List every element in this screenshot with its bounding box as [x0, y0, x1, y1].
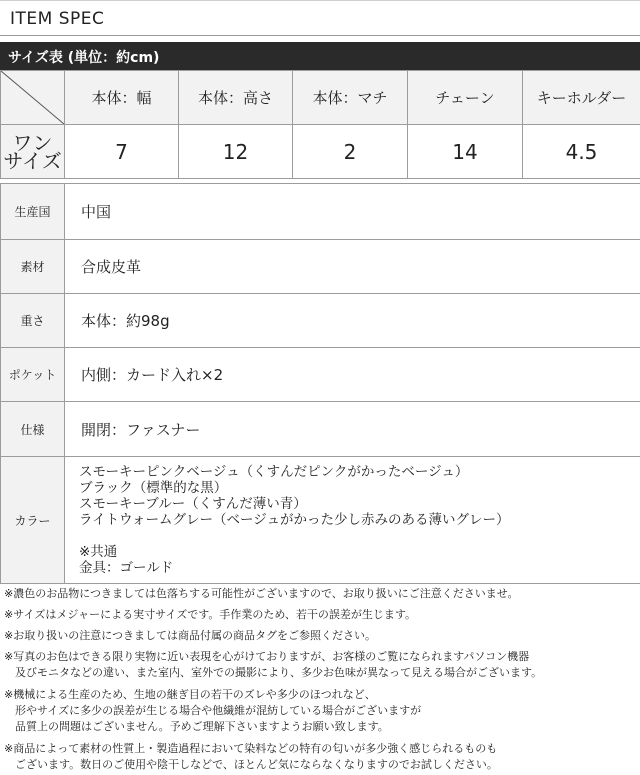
color-spacer: [79, 528, 640, 544]
note-line: ※商品によって素材の性質上・製造過程において染料などの特有の匂いが多少強く感じられるものも: [4, 742, 498, 755]
size-column-keyholder: キーホルダー: [523, 71, 640, 125]
size-table-corner-cell: [1, 71, 65, 125]
item-spec-header: [0, 0, 640, 36]
size-table-title: サイズ表 (単位：約cm): [8, 50, 160, 66]
material-value: 合成皮革: [65, 240, 640, 294]
closure-label: 仕様: [1, 402, 65, 457]
size-table-title-bar: [0, 42, 640, 70]
size-value-keyholder: 4.5: [523, 125, 640, 179]
color-value: [65, 457, 640, 584]
one-size-label: ワン サイズ: [1, 125, 65, 179]
spec-row-color: [1, 457, 640, 584]
size-column-height: 本体：高さ: [179, 71, 293, 125]
note-line: ※サイズはメジャーによる実寸サイズです。手作業のため、若干の誤差が生じます。: [4, 608, 417, 621]
spec-row-weight: [1, 294, 640, 348]
color-label: カラー: [1, 457, 65, 584]
note-line: ※お取り扱いの注意につきましては商品付属の商品タグをご参照ください。: [4, 629, 376, 642]
origin-label: 生産国: [1, 184, 65, 240]
color-item: スモーキーピンクベージュ（くすんだピンクがかったベージュ）: [79, 464, 469, 480]
common-note-label: ※共通: [79, 544, 118, 560]
weight-label: 重さ: [1, 294, 65, 348]
diagonal-line-icon: [1, 71, 64, 124]
material-label: 素材: [1, 240, 65, 294]
spec-row-pocket: [1, 348, 640, 402]
size-column-width: 本体：幅: [65, 71, 179, 125]
size-table-header-row: [1, 71, 640, 125]
color-item: スモーキーブルー（くすんだ薄い青）: [79, 496, 307, 512]
note-line: 及びモニタなどの違い、また室内、室外での撮影により、多少お色味が異なって見える場合がございます。: [4, 666, 543, 679]
note-line: ※機械による生産のため、生地の継ぎ目の若干のズレや多少のほつれなど、: [4, 688, 376, 701]
size-value-width: 7: [65, 125, 179, 179]
size-value-depth: 2: [293, 125, 408, 179]
note-line: 形やサイズに多少の誤差が生じる場合や他繊維が混紡している場合がございますが: [4, 704, 422, 717]
note-line: ※写真のお色はできる限り実物に近い表現を心がけておりますが、お客様のご覧になられますパソコン機器: [4, 650, 530, 663]
spec-row-material: [1, 240, 640, 294]
pocket-label: ポケット: [1, 348, 65, 402]
color-item: ライトウォームグレー（ベージュがかった少し赤みのある薄いグレー）: [79, 512, 510, 528]
size-column-depth: 本体：マチ: [293, 71, 408, 125]
spec-row-closure: [1, 402, 640, 457]
size-table: [0, 70, 640, 179]
note-line: ございます。数日のご使用や陰干しなどで、ほとんど気にならなくなりますのでお試しください。: [4, 758, 498, 771]
size-column-chain: チェーン: [408, 71, 523, 125]
weight-value: 本体：約98g: [65, 294, 640, 348]
closure-value: 開閉：ファスナー: [65, 402, 640, 457]
size-value-height: 12: [179, 125, 293, 179]
note-line: ※濃色のお品物につきましては色落ちする可能性がございますので、お取り扱いにご注意くださいませ。: [4, 587, 519, 600]
size-value-chain: 14: [408, 125, 523, 179]
color-item: ブラック（標準的な黒）: [79, 480, 228, 496]
pocket-value: 内側：カード入れ×2: [65, 348, 640, 402]
note-line: 品質上の問題はございません。予めご理解下さいますようお願い致します。: [4, 720, 389, 733]
origin-value: 中国: [65, 184, 640, 240]
page-title: ITEM SPEC: [10, 9, 105, 29]
spec-row-origin: [1, 184, 640, 240]
hardware-value: 金具：ゴールド: [79, 560, 174, 576]
size-table-value-row: [1, 125, 640, 179]
spec-table: [0, 183, 640, 584]
